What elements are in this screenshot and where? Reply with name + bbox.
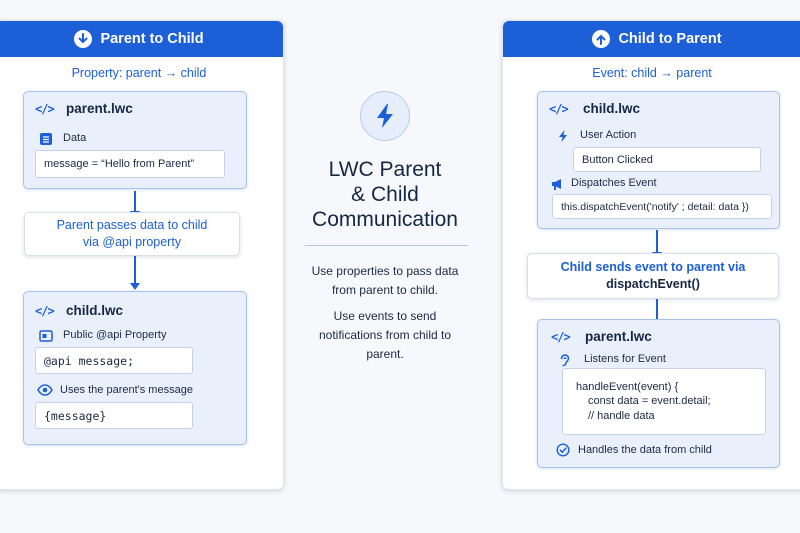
code-icon: </> xyxy=(35,304,54,318)
card-title: parent.lwc xyxy=(66,101,133,116)
property-subtitle: Property: parent → child xyxy=(71,66,207,80)
code-line: const data = event.detail; xyxy=(588,395,711,408)
action-value-field: Button Clicked xyxy=(573,147,761,172)
callout-line: via @api property xyxy=(82,235,182,249)
lightning-icon xyxy=(556,129,570,143)
parent-lwc-card xyxy=(537,319,780,468)
arrow-down xyxy=(656,299,658,320)
handle-event-code xyxy=(562,368,766,435)
note-line: Use properties to pass data xyxy=(311,264,459,278)
parent-lwc-card xyxy=(23,91,247,189)
parent-to-child-title: Parent to Child xyxy=(100,31,204,47)
parent-passes-callout xyxy=(24,212,240,256)
lightning-icon xyxy=(375,103,395,129)
megaphone-icon xyxy=(550,177,566,191)
data-label: Data xyxy=(63,132,87,144)
card-title: child.lwc xyxy=(66,303,124,318)
child-lwc-card xyxy=(23,291,247,445)
dispatch-label: Dispatches Event xyxy=(571,177,657,189)
properties-note xyxy=(300,262,470,300)
parent-to-child-header xyxy=(0,21,283,57)
callout-line: dispatchEvent() xyxy=(606,277,700,291)
events-note xyxy=(300,307,470,365)
lightning-badge xyxy=(360,91,410,141)
property-label: Public @api Property xyxy=(63,329,167,341)
list-icon xyxy=(39,132,53,146)
child-lwc-card xyxy=(537,91,780,229)
ear-icon xyxy=(558,353,572,367)
title-line: LWC Parent xyxy=(328,158,442,181)
event-subtitle: Event: child → parent xyxy=(592,66,712,80)
uses-label: Uses the parent's message xyxy=(60,384,193,396)
arrow-down-icon xyxy=(74,30,92,48)
parent-to-child-panel xyxy=(0,20,284,490)
property-value-field: @api message; xyxy=(35,347,193,374)
property-icon xyxy=(39,329,53,343)
child-to-parent-panel xyxy=(502,20,800,490)
title-line: & Child xyxy=(351,183,419,207)
callout-line: Parent passes data to child xyxy=(56,218,208,233)
code-icon: </> xyxy=(35,102,54,116)
note-line: Use events to send xyxy=(333,309,437,323)
data-value-field: message = “Hello from Parent” xyxy=(35,150,225,178)
card-title: parent.lwc xyxy=(585,329,652,344)
child-sends-callout xyxy=(527,253,779,299)
arrow-down xyxy=(656,230,658,253)
action-label: User Action xyxy=(580,129,637,141)
card-title: child.lwc xyxy=(583,101,641,116)
child-to-parent-title: Child to Parent xyxy=(618,31,722,47)
code-line: // handle data xyxy=(588,409,655,422)
arrow-up-icon xyxy=(592,30,610,48)
check-circle-icon xyxy=(556,443,570,457)
arrow-down xyxy=(134,256,136,284)
uses-value-field: {message} xyxy=(35,402,193,429)
code-icon: </> xyxy=(551,330,570,344)
listen-label: Listens for Event xyxy=(584,353,666,365)
title-line: Communication xyxy=(312,208,458,232)
note-line: notifications from child to xyxy=(318,328,452,343)
note-line: from parent to child. xyxy=(331,283,439,298)
handles-label: Handles the data from child xyxy=(578,444,712,456)
code-line: handleEvent(event) { xyxy=(576,381,679,394)
note-line: parent. xyxy=(366,347,404,362)
divider xyxy=(305,245,468,246)
child-to-parent-header xyxy=(503,21,800,57)
callout-line: Child sends event to parent via xyxy=(560,260,746,275)
code-icon: </> xyxy=(549,102,568,116)
center-title xyxy=(300,157,470,233)
eye-icon xyxy=(37,383,53,397)
dispatch-value-field: this.dispatchEvent('notify' ; detail: data }) xyxy=(552,194,772,219)
arrow-down xyxy=(134,191,136,212)
